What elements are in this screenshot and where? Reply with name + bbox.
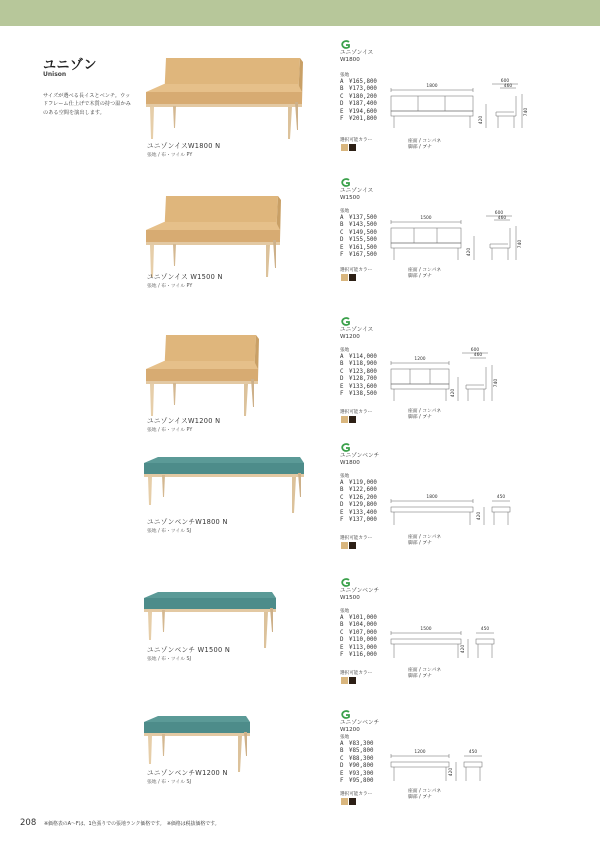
dim-depth: 600	[494, 211, 504, 216]
dimension-drawing	[388, 204, 563, 266]
bench-photo	[140, 588, 285, 650]
grade: B	[340, 86, 344, 93]
header-band	[0, 0, 600, 26]
price-list	[340, 72, 377, 123]
dimension-drawing	[388, 746, 563, 788]
dim-width: 1500	[420, 627, 432, 632]
grade: E	[340, 770, 344, 777]
product-title-size: W1200	[340, 727, 360, 733]
green-g-icon	[339, 317, 352, 326]
colors-label: 選択可能カラー	[340, 671, 373, 676]
bench-photo	[140, 712, 260, 774]
swatch-natural	[341, 274, 348, 281]
swatch-natural	[341, 677, 348, 684]
spec-legs: 脚部 / ブナ	[408, 415, 432, 420]
product-title	[340, 327, 373, 341]
price-row	[340, 116, 377, 123]
price-row	[340, 630, 377, 637]
product-title-type: ユニゾンベンチ	[340, 588, 380, 594]
product-fabric: 張地 / 布・ツイル SJ	[147, 529, 191, 534]
price-row	[340, 645, 377, 652]
price-row	[340, 215, 377, 222]
price-row	[340, 79, 377, 86]
grade: D	[340, 637, 344, 644]
dim-seat-height: 420	[479, 115, 484, 125]
product-name: ユニゾンベンチ W1500 N	[147, 646, 231, 654]
grade: A	[340, 480, 344, 486]
swatch-natural	[341, 798, 348, 805]
chair-photo	[140, 54, 310, 139]
price: ¥165,800	[349, 79, 377, 85]
grade: F	[340, 778, 344, 785]
product-title	[340, 588, 379, 602]
price: ¥118,900	[349, 361, 377, 368]
price-row	[340, 237, 377, 244]
price: ¥194,600	[349, 108, 377, 115]
price: ¥104,000	[349, 622, 377, 629]
dim-depth: 450	[496, 495, 506, 500]
spec-seat: 座面 / コンパネ	[408, 409, 442, 414]
chair-photo	[140, 192, 290, 277]
dimension-drawing	[388, 345, 563, 407]
price: ¥116,000	[349, 652, 377, 659]
price-row	[340, 510, 377, 517]
product-title-size: W1800	[340, 460, 360, 466]
price-row	[340, 637, 377, 644]
dim-seat-height: 420	[451, 388, 456, 398]
dimension-drawing	[388, 493, 563, 533]
chair-photo	[140, 331, 270, 416]
dim-height: 740	[524, 107, 529, 117]
swatch-natural	[341, 416, 348, 423]
price-row	[340, 94, 377, 101]
green-g-icon	[339, 443, 352, 452]
series-title: ユニゾン	[43, 58, 98, 73]
dim-depth: 450	[468, 750, 478, 755]
colors-label: 選択可能カラー	[340, 268, 373, 273]
colors-label: 選択可能カラー	[340, 536, 373, 541]
spec-legs: 脚部 / ブナ	[408, 145, 432, 150]
price-row	[340, 391, 377, 398]
product-title-type: ユニゾンイス	[340, 327, 374, 333]
spec-legs: 脚部 / ブナ	[408, 541, 432, 546]
spec-seat: 座面 / コンパネ	[408, 535, 442, 540]
swatch-brown	[349, 798, 356, 805]
swatch-brown	[349, 274, 356, 281]
price: ¥180,200	[349, 93, 377, 100]
spec-text	[408, 535, 441, 547]
grade: F	[340, 517, 344, 524]
price: ¥126,200	[349, 494, 377, 501]
product-name: ユニゾンイスW1200 N	[147, 417, 221, 425]
dim-width: 1200	[414, 750, 426, 755]
price-label: 張地	[340, 609, 350, 614]
price: ¥173,000	[349, 86, 377, 93]
green-g-icon	[339, 40, 352, 49]
spec-seat: 座面 / コンパネ	[408, 139, 442, 144]
spec-text	[408, 268, 441, 280]
product-title-type: ユニゾンベンチ	[340, 720, 380, 726]
product-name: ユニゾンベンチW1800 N	[147, 518, 228, 526]
price-list	[340, 608, 377, 659]
grade: B	[340, 361, 344, 368]
grade: B	[340, 622, 344, 629]
spec-legs: 脚部 / ブナ	[408, 274, 432, 279]
grade: A	[340, 79, 344, 85]
dim-seat-height: 420	[467, 247, 472, 257]
grade: D	[340, 237, 344, 244]
price: ¥129,800	[349, 502, 377, 509]
swatch-brown	[349, 416, 356, 423]
price: ¥137,500	[349, 215, 377, 221]
grade: D	[340, 502, 344, 509]
product-title-size: W1500	[340, 595, 360, 601]
price-row	[340, 361, 377, 368]
dim-width: 1800	[426, 495, 438, 500]
price: ¥95,800	[349, 778, 374, 785]
grade: F	[340, 652, 344, 659]
product-title	[340, 453, 379, 467]
spec-seat: 座面 / コンパネ	[408, 668, 442, 673]
price: ¥133,400	[349, 509, 377, 516]
grade: F	[340, 252, 344, 259]
grade: A	[340, 741, 344, 747]
product-name: ユニゾンイスW1800 N	[147, 142, 221, 150]
colors-label: 選択可能カラー	[340, 792, 373, 797]
spec-legs: 脚部 / ブナ	[408, 795, 432, 800]
price-row	[340, 230, 377, 237]
price-row	[340, 376, 377, 383]
product-title-size: W1800	[340, 57, 360, 63]
product-fabric: 張地 / 布・ツイル SJ	[147, 780, 191, 785]
price-row	[340, 101, 377, 108]
green-g-icon	[339, 178, 352, 187]
price-label: 張地	[340, 474, 350, 479]
price-label: 張地	[340, 209, 350, 214]
grade: E	[340, 644, 344, 651]
product-name: ユニゾンベンチW1200 N	[147, 769, 228, 777]
price-row	[340, 86, 377, 93]
grade: D	[340, 376, 344, 383]
spec-seat: 座面 / コンパネ	[408, 789, 442, 794]
grade: F	[340, 391, 344, 398]
grade: C	[340, 755, 344, 762]
price: ¥155,500	[349, 237, 377, 244]
swatch-brown	[349, 677, 356, 684]
price-row	[340, 480, 377, 487]
product-title-size: W1200	[340, 334, 360, 340]
dim-height: 740	[494, 378, 499, 388]
price: ¥128,700	[349, 376, 377, 383]
swatch-natural	[341, 542, 348, 549]
price-row	[340, 487, 377, 494]
product-name: ユニゾンイス W1500 N	[147, 273, 223, 281]
price-row	[340, 384, 377, 391]
grade: C	[340, 229, 344, 236]
price: ¥122,600	[349, 487, 377, 494]
price-row	[340, 502, 377, 509]
price-row	[340, 252, 377, 259]
grade: B	[340, 748, 344, 755]
dim-depth: 600	[500, 79, 510, 84]
price-row	[340, 245, 377, 252]
price: ¥107,000	[349, 629, 377, 636]
product-fabric: 張地 / 布・ツイル PY	[147, 428, 193, 433]
price-row	[340, 763, 373, 770]
price: ¥85,800	[349, 748, 374, 755]
price-list	[340, 473, 377, 524]
price-list	[340, 208, 377, 259]
dimension-drawing	[388, 74, 563, 136]
price-row	[340, 615, 377, 622]
price-label: 張地	[340, 348, 350, 353]
grade: A	[340, 354, 344, 360]
product-title-type: ユニゾンイス	[340, 50, 374, 56]
spec-text	[408, 139, 441, 151]
grade: E	[340, 108, 344, 115]
spec-seat: 座面 / コンパネ	[408, 268, 442, 273]
price-label: 張地	[340, 73, 350, 78]
price: ¥137,000	[349, 517, 377, 524]
grade: A	[340, 215, 344, 221]
dim-seat-height: 420	[477, 511, 482, 521]
price: ¥201,800	[349, 116, 377, 123]
dim-width: 1500	[420, 216, 432, 221]
grade: C	[340, 93, 344, 100]
swatch-brown	[349, 144, 356, 151]
price-list	[340, 347, 377, 398]
price: ¥101,000	[349, 615, 377, 621]
price-row	[340, 109, 377, 116]
product-fabric: 張地 / 布・ツイル SJ	[147, 657, 191, 662]
price-label: 張地	[340, 735, 350, 740]
product-title-size: W1500	[340, 195, 360, 201]
grade: D	[340, 763, 344, 770]
price: ¥113,000	[349, 644, 377, 651]
price: ¥123,800	[349, 368, 377, 375]
price: ¥110,000	[349, 637, 377, 644]
grade: B	[340, 487, 344, 494]
spec-text	[408, 668, 441, 680]
dim-seat-height: 420	[461, 644, 466, 654]
price-row	[340, 369, 377, 376]
dim-height: 740	[518, 239, 523, 249]
price-row	[340, 622, 377, 629]
page-number: 208	[20, 818, 37, 828]
dim-seat-height: 420	[449, 767, 454, 777]
price-list	[340, 734, 373, 785]
green-g-icon	[339, 578, 352, 587]
price: ¥167,500	[349, 252, 377, 259]
price-row	[340, 771, 373, 778]
dim-width: 1200	[414, 357, 426, 362]
grade: F	[340, 116, 344, 123]
grade: B	[340, 222, 344, 229]
bench-photo	[140, 453, 315, 515]
price: ¥119,000	[349, 480, 377, 486]
grade: E	[340, 509, 344, 516]
price: ¥149,500	[349, 229, 377, 236]
price-row	[340, 222, 377, 229]
dim-depth-seat: 460	[473, 353, 483, 358]
dim-width: 1800	[426, 84, 438, 89]
product-fabric: 張地 / 布・ツイル PY	[147, 153, 193, 158]
price-row	[340, 748, 373, 755]
colors-label: 選択可能カラー	[340, 410, 373, 415]
spec-legs: 脚部 / ブナ	[408, 674, 432, 679]
price: ¥83,300	[349, 741, 374, 747]
series-description: サイズが選べる長イスとベンチ。ウッドフレーム仕上げで木質の持つ温かみのある空間を演出します。	[43, 93, 131, 116]
dim-depth-seat: 460	[497, 216, 507, 221]
price: ¥138,500	[349, 391, 377, 398]
dim-depth-seat: 460	[503, 84, 513, 89]
grade: D	[340, 101, 344, 108]
price-row	[340, 652, 377, 659]
swatch-natural	[341, 144, 348, 151]
dim-depth: 600	[470, 348, 480, 353]
price-row	[340, 517, 377, 524]
series-subtitle: Unison	[43, 71, 67, 78]
price-row	[340, 495, 377, 502]
dim-depth: 450	[480, 627, 490, 632]
price: ¥143,500	[349, 222, 377, 229]
spec-text	[408, 409, 441, 421]
green-g-icon	[339, 710, 352, 719]
price: ¥90,800	[349, 763, 374, 770]
grade: C	[340, 494, 344, 501]
price-row	[340, 756, 373, 763]
colors-label: 選択可能カラー	[340, 138, 373, 143]
price: ¥133,600	[349, 383, 377, 390]
product-title-type: ユニゾンイス	[340, 188, 374, 194]
price-row	[340, 354, 377, 361]
grade: A	[340, 615, 344, 621]
grade: E	[340, 383, 344, 390]
footnote: ※価格表のA～Fは、1色張りでの張地ランク価格です。 ※価格は税抜価格です。	[44, 821, 220, 827]
grade: C	[340, 629, 344, 636]
price-row	[340, 741, 373, 748]
price: ¥88,300	[349, 755, 374, 762]
price: ¥161,500	[349, 244, 377, 251]
grade: E	[340, 244, 344, 251]
price: ¥187,400	[349, 101, 377, 108]
product-title	[340, 188, 373, 202]
product-title	[340, 720, 379, 734]
product-fabric: 張地 / 布・ツイル PY	[147, 284, 193, 289]
dimension-drawing	[388, 624, 563, 666]
price: ¥114,000	[349, 354, 377, 360]
price-row	[340, 778, 373, 785]
product-title-type: ユニゾンベンチ	[340, 453, 380, 459]
swatch-brown	[349, 542, 356, 549]
price: ¥93,300	[349, 770, 374, 777]
product-title	[340, 50, 373, 64]
grade: C	[340, 368, 344, 375]
spec-text	[408, 789, 441, 801]
